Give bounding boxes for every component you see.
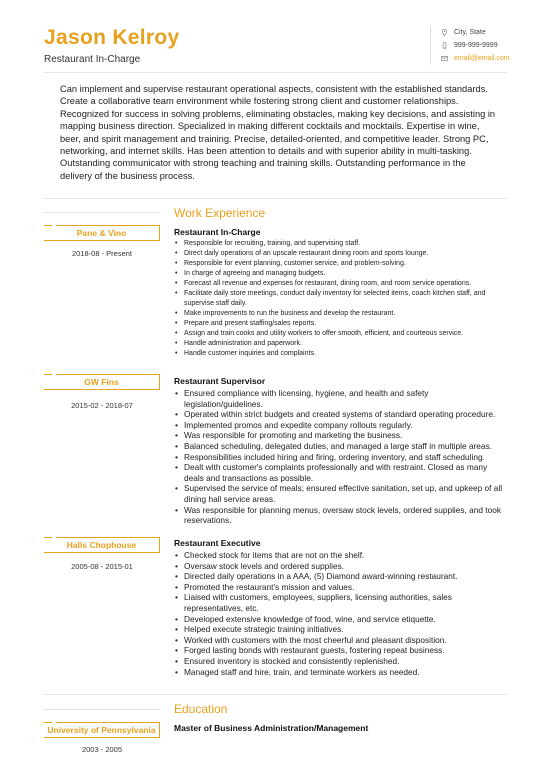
duty-item: • Promoted the restaurant's mission and values. — [174, 582, 504, 593]
contact-phone — [441, 39, 510, 52]
candidate-name: Jason Kelroy — [44, 26, 180, 49]
company-label: GW Fins — [44, 374, 160, 390]
job-entry — [174, 538, 504, 677]
section-rule — [44, 212, 160, 213]
duty-item: • Direct daily operations of an upscale restaurant dining room and sports lounge. — [174, 249, 504, 259]
summary-divider — [44, 198, 507, 199]
envelope-icon — [441, 55, 448, 62]
job-dates: 2015-02 - 2018-07 — [71, 401, 133, 410]
duty-item: • Responsible for recruiting, training, and supervising staff. — [174, 239, 504, 249]
duty-item: • Forecast all revenue and expenses for restaurant, dining room, and room service operations. — [174, 279, 504, 289]
duty-item: • Facilitate daily store meetings, conduct daily inventory for selected items, coach kitchen staff, and supervise staff daily. — [174, 289, 504, 309]
duty-item: • Oversaw stock levels and ordered supplies. — [174, 561, 504, 572]
degree-title: Master of Business Administration/Management — [174, 723, 369, 733]
job-entry — [174, 227, 504, 359]
location-text: City, State — [454, 29, 486, 36]
job-duties-list — [174, 239, 504, 359]
job-dates: 2005-08 - 2015-01 — [71, 562, 133, 571]
duty-item: • Forged lasting bonds with restaurant guests, fostering repeat business. — [174, 645, 504, 656]
duty-item: • Implemented promos and expedite company rollouts regularly. — [174, 420, 504, 431]
duty-item: • Responsible for event planning, customer service, and problem-solving. — [174, 259, 504, 269]
duty-item: • Dealt with customer's complaints professionally and with restraint. Closed as many deals and transactions as possible. — [174, 462, 504, 483]
section-rule — [44, 709, 160, 710]
company-label: Pane & Vino — [44, 225, 160, 241]
duty-item: • Developed extensive knowledge of food, wine, and service etiquette. — [174, 614, 504, 625]
job-dates: 2018-08 - Present — [71, 249, 133, 258]
job-title: Restaurant In-Charge — [174, 227, 261, 237]
candidate-role: Restaurant In-Charge — [44, 54, 141, 65]
duty-item: • Operated within strict budgets and created systems of standard operating procedure. — [174, 409, 504, 420]
contact-email[interactable] — [441, 52, 510, 65]
header-divider — [44, 72, 507, 73]
duty-item: • Handle administration and paperwork. — [174, 339, 504, 349]
duty-item: • Supervised the service of meals; ensured effective sanitation, set up, and upkeep of all dining hall service areas. — [174, 483, 504, 504]
job-title: Restaurant Executive — [174, 538, 261, 548]
resume-header — [44, 26, 180, 65]
duty-item: • Ensured inventory is stocked and consistently replenished. — [174, 656, 504, 667]
education-divider — [44, 694, 507, 695]
duty-item: • Worked with customers with the most cheerful and pleasant disposition. — [174, 635, 504, 646]
job-duties-list — [174, 550, 504, 677]
contact-location — [441, 26, 510, 39]
professional-summary: Can implement and supervise restaurant operational aspects, consistent with the established standards. Create a collaborative team environment while fostering strong client and customer relationships. Recognized for success in solving problems, eliminating obstacles, making key decisions, and assisting in mapping business direction. Specialized in making different cocktails and mocktails. Expertise in wine, beer, and spirit management and training. Precise, detailed-oriented, and competitive leader. Strong PC, networking, and internet skills. Has been attention to details and with superior ability in multi-tasking. Outstanding communicator with strong teaching and training skills. Outstanding performance in the delivery of the business process. — [60, 84, 496, 181]
phone-icon — [441, 42, 448, 49]
email-link[interactable]: email@email.com — [454, 55, 510, 62]
duty-item: • Directed daily operations in a AAA, (5) Diamond award-winning restaurant. — [174, 571, 504, 582]
education-dates: 2003 - 2005 — [81, 745, 123, 754]
duty-item: • Checked stock for items that are not on the shelf. — [174, 550, 504, 561]
contact-block — [430, 26, 510, 65]
duty-item: • Handle customer inquiries and complaints. — [174, 349, 504, 359]
education-title: Education — [174, 702, 228, 716]
job-duties-list — [174, 388, 504, 526]
duty-item: • Assign and train cooks and utility workers to offer smooth, efficient, and courteous service. — [174, 329, 504, 339]
school-label: University of Pennsylvania — [44, 722, 160, 738]
phone-text: 999-999-9999 — [454, 42, 498, 49]
work-experience-title: Work Experience — [174, 206, 266, 220]
duty-item: • Was responsible for planning menus, oversaw stock levels, ordered supplies, and took reservations. — [174, 505, 504, 526]
duty-item: • Make improvements to run the business and develop the restaurant. — [174, 309, 504, 319]
company-label: Halls Chophouse — [44, 537, 160, 553]
duty-item: • Liaised with customers, employees, suppliers, licensing authorities, sales representatives, etc. — [174, 592, 504, 613]
duty-item: • In charge of agreeing and managing budgets. — [174, 269, 504, 279]
duty-item: • Balanced scheduling, delegated duties, and managed a large staff in multiple areas. — [174, 441, 504, 452]
job-entry — [174, 376, 504, 526]
duty-item: • Helped execute strategic training initiatives. — [174, 624, 504, 635]
duty-item: • Was responsible for promoting and marketing the business. — [174, 430, 504, 441]
duty-item: • Managed staff and hire, train, and terminate workers as needed. — [174, 667, 504, 678]
duty-item: • Responsibilities included hiring and firing, ordering inventory, and staff scheduling. — [174, 452, 504, 463]
job-title: Restaurant Supervisor — [174, 376, 266, 386]
location-pin-icon — [441, 29, 448, 36]
duty-item: • Prepare and present staffing/sales reports. — [174, 319, 504, 329]
duty-item: • Ensured compliance with licensing, hygiene, and health and safety legislation/guidelines. — [174, 388, 504, 409]
